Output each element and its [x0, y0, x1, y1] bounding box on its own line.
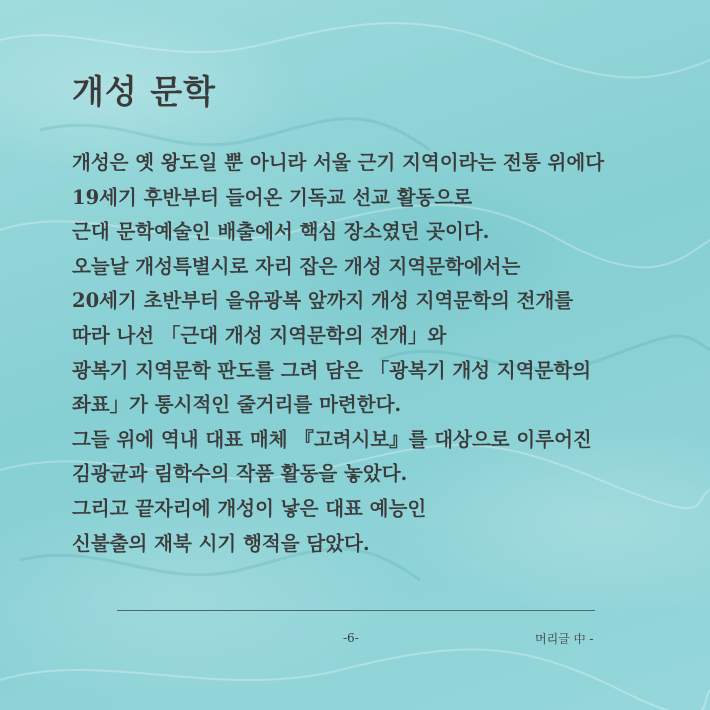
body-line: 김광균과 림학수의 작품 활동을 놓았다.	[72, 462, 408, 486]
body-line: 광복기 지역문학 판도를 그려 담은 「광복기 개성 지역문학의	[72, 358, 592, 382]
body-line: 따라 나선 「근대 개성 지역문학의 전개」와	[72, 323, 447, 347]
page-number: -6-	[343, 631, 359, 645]
body-line: 19세기 후반부터 들어온 기독교 선교 활동으로	[72, 185, 473, 209]
page-title: 개성 문학	[72, 72, 217, 111]
body-line: 20세기 초반부터 을유광복 앞까지 개성 지역문학의 전개를	[72, 289, 574, 313]
body-paragraph	[72, 146, 672, 561]
body-line: 그리고 끝자리에 개성이 낳은 대표 예능인	[72, 496, 427, 520]
body-line: 오늘날 개성특별시로 자리 잡은 개성 지역문학에서는	[72, 254, 521, 278]
footer-section-label: 머리글 中 -	[535, 632, 594, 646]
body-line: 개성은 옛 왕도일 뿐 아니라 서울 근기 지역이라는 전통 위에다	[72, 151, 605, 174]
body-line: 그들 위에 역내 대표 매체 『고려시보』를 대상으로 이루어진	[72, 427, 592, 451]
body-line: 좌표」가 통시적인 줄거리를 마련한다.	[72, 393, 402, 417]
body-line: 신불출의 재북 시기 행적을 담았다.	[72, 531, 370, 555]
body-line: 근대 문학예술인 배출에서 핵심 장소였던 곳이다.	[72, 220, 490, 244]
footer-divider	[117, 610, 595, 611]
